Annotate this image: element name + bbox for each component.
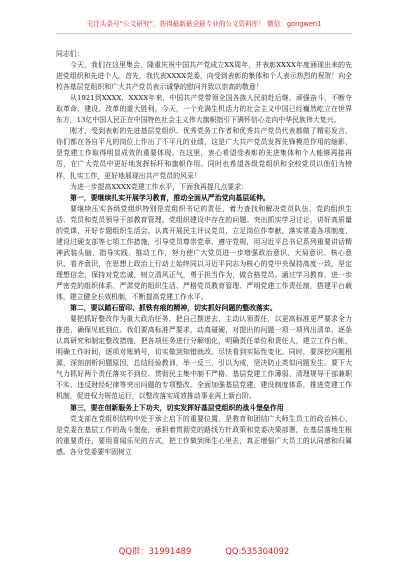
section-3-paragraph: 党支部在党组织结构中处于承上启下的重要位置，是教育和团结广大师生员工的政治核心，是党委在基层工作的战斗堡垒，承担着贯彻党的路线方针政策和党委决策部署，在基层落地生根的重要责任，要用喜闻乐见的方式，把工作做到师生心里去，真正增强广大员工的认同感和归属感。各分党委要牢固树立: [56, 414, 352, 456]
contact-footer: [0, 544, 408, 558]
paragraph-history: 从1921到XXXX，XXXX年来，中国共产党带领全国各族人民前赴后继、顽强奋斗，不断夺取革命、建设、改革的重大胜利。今天，一个充满生机活力的社会主义中国已经巍然屹立在世界东方，13亿中国人民正在中国特色社会主义伟大旗帜指引下满怀信心走向中华民族伟大复兴。: [56, 94, 352, 125]
banner-divider: [56, 33, 352, 34]
section-2-paragraph: 要把抓好整改作为重大政治任务，把自己摆进去，主动认领责任，以更高标准更严要求全力推进，确保见底到位。我们要高标准严要求，动真碰硬，对提出的问题一项一项列出清单，逐条认真研究和制定整改措施，把各项任务进行分解细化，明确责任单位和责任人，建立工作台帐，明确工作时间，逐项对账销号，切实做到知错就改、尽快看到实际性变化。同时，要深挖问题根源，深刻剖析问题原因，总结经验教训，举一反三，引以为戒，坚决防止类似问题发生。要下大气力抓好两个责任落实不到位、贯彻民主集中制不严格、基层党建工作薄弱、清理规导干部兼职不实、违反财经纪律等突出问题的专项整改。全面加强基层党建、建设制度体系，推进党建工作机制，促进权力规范运行，以整改落实成效推动事业再上新台阶。: [56, 315, 352, 401]
promo-banner[interactable]: 关注头条号“公文研究”，获得最新最全最专业的公文资料库！ 微信：gongwen1: [86, 20, 322, 28]
section-heading-3: 第三，要在创新服务上下功夫，切实发挥好基层党组织的战斗堡垒作用: [70, 403, 284, 412]
paragraph-opening: 今天，我们在这里集会，隆重庆祝中国共产党成立XX周年，并表彰XXXX年度涌现出来的先进党组织和先进个人。首先，我代表XXXX党委，向受到表彰的集体和个人表示热烈的祝贺！向全校各基层党组织和广大共产党员表示诚挚的慰问并致以崇高的敬意！: [56, 61, 352, 92]
paragraph-commendation: 刚才，受到表彰的先进基层党组织、优秀党务工作者和优秀共产党员代表都做了精彩发言，你们都在各自平凡的岗位上作出了不平凡的业绩，这是广大共产党员发挥先锋模范作用的缩影，是党建工作取得明显成效的重要体现。在这里，衷心希望受表彰的先进集体和个人能够再接再厉，在广大党员中更好地发挥标杆和旗帜作用。同时也希望各级党组织和全校党员以他们为榜样，扎实工作，更好地展现出共产党员的风采！: [56, 127, 352, 180]
speech-body: [56, 49, 352, 458]
section-heading-1: 第一，要继续扎实开展学习教育，推动全面从严治党向基层延伸。: [70, 193, 270, 202]
paragraph-transition: 为进一步提高XXXX党建工作水平，下面我再提几点要求：: [70, 182, 249, 191]
section-1-paragraph: 要继续压实各级党组织特别是党组织书记的责任，着力查找和解决党员队伍、党的组织生活、党员和党员领导干部教育管理、党组织建设中存在的问题。突出抓实学习讨论，讲好高质量的党课，开好专题组织生活会。认真开展民主评议党员，立足岗位作奉献，落实常委各项制度，建设过硬支部等七项工作措施，引导党员尊崇党章、遵守党规，用习近平总书记系列重要讲话精神武装头脑、指导实践、推动工作，努力使广大党员进一步增强政治意识、大局意识、核心意识、看齐意识，在思想上政治上行动上始终同以习近平同志为核心的党中央保持高度一致，坚定理想信念，保持对党忠诚，树立清风正气，勇于担当作为，做合格党员。通过学习教育，进一步严密党的组织体系、严肃党的组织生活、严格党员教育管理、严明党建工作责任制，搭建平台载体，建立健全长效机制，不断提高党建工作水平。: [56, 204, 352, 302]
salutation: 同志们：: [56, 50, 84, 58]
qq-number: QQ:535304092: [225, 546, 290, 556]
qq-group-number: QQ群：31991489: [118, 546, 192, 556]
section-heading-2: 第二，要以踏石留印、抓铁有痕的精神，切实抓好问题的整改落实。: [70, 304, 277, 313]
